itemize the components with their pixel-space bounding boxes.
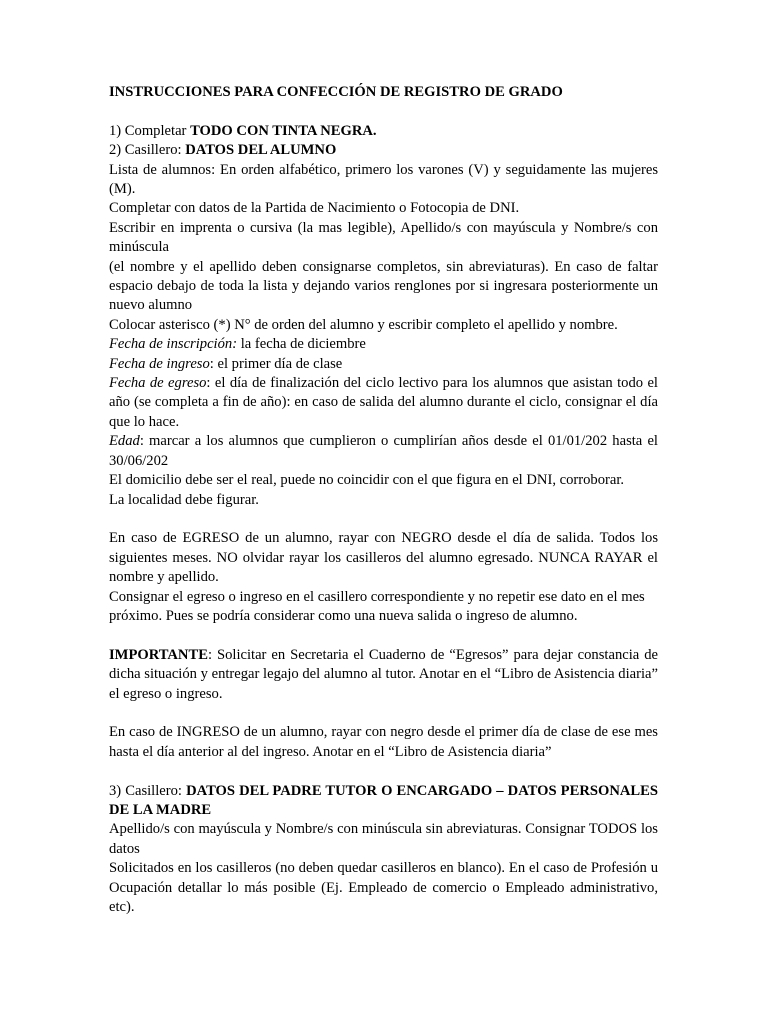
section-1-prefix: 1) Completar — [109, 122, 191, 139]
importante-paragraph — [109, 646, 658, 704]
section-2-paragraph: Escribir en imprenta o cursiva (la mas legible), Apellido/s con mayúscula y Nombre/s con minúscula — [109, 219, 658, 256]
section-2-paragraph: Lista de alumnos: En orden alfabético, primero los varones (V) y seguidamente las mujeres (M). — [109, 161, 658, 198]
section-2-prefix: 2) Casillero: — [109, 142, 186, 159]
section-1-bold: TODO CON TINTA NEGRA. — [190, 122, 377, 139]
fecha-inscripcion — [109, 335, 658, 354]
importante-text: : Solicitar en Secretaria el Cuaderno de “Egresos” para dejar constancia de dicha situación y entregar legajo del alumno al tutor. Anotar en el “Libro de Asistencia diaria” el egreso o ingreso. — [109, 646, 658, 702]
document-page — [109, 83, 658, 917]
egreso-paragraph: Consignar el egreso o ingreso en el casillero correspondiente y no repetir ese dato en el mes — [109, 588, 645, 605]
fecha-ingreso — [109, 355, 658, 374]
edad-text: : marcar a los alumnos que cumplieron o cumplirían años desde el 01/01/202 hasta el 30/06/202 — [109, 433, 658, 469]
section-3-prefix: 3) Casillero: — [109, 782, 187, 799]
fecha-inscripcion-label: Fecha de inscripción: — [109, 336, 238, 353]
section-1-heading — [109, 122, 658, 141]
edad-label: Edad — [109, 433, 140, 450]
fecha-egreso-label: Fecha de egreso — [109, 375, 207, 392]
section-2-paragraph: Completar con datos de la Partida de Nacimiento o Fotocopia de DNI. — [109, 200, 520, 217]
title-text: INSTRUCCIONES PARA CONFECCIÓN DE REGISTRO DE GRADO — [109, 84, 563, 100]
section-3-paragraph: Solicitados en los casilleros (no deben quedar casilleros en blanco). En el caso de Profesión u Ocupación detallar lo más posible (Ej. Empleado de comercio o Empleado administrativo, etc). — [109, 860, 658, 915]
fecha-ingreso-label: Fecha de ingreso — [109, 355, 210, 372]
section-3-heading — [109, 782, 658, 821]
section-2-paragraph: El domicilio debe ser el real, puede no coincidir con el que figura en el DNI, corroborar. — [109, 472, 625, 489]
fecha-ingreso-text: : el primer día de clase — [209, 355, 343, 372]
document-title — [109, 83, 658, 102]
spacer — [109, 626, 658, 645]
fecha-inscripcion-text: la fecha de diciembre — [237, 336, 366, 353]
section-2-paragraph: (el nombre y el apellido deben consignarse completos, sin abreviaturas). En caso de faltar espacio debajo de toda la lista y dejando varios renglones por si ingresara posteriormente un nuevo alumno — [109, 258, 658, 314]
ingreso-paragraph: En caso de INGRESO de un alumno, rayar con negro desde el primer día de clase de ese mes hasta el día anterior al del ingreso. Anotar en el “Libro de Asistencia diaria” — [109, 724, 658, 760]
importante-label: IMPORTANTE — [109, 646, 208, 663]
section-2-paragraph: Colocar asterisco (*) N° de orden del alumno y escribir completo el apellido y nombre. — [109, 316, 618, 333]
egreso-paragraph: próximo. Pues se podría considerar como una nueva salida o ingreso de alumno. — [109, 607, 578, 624]
section-2-bold: DATOS DEL ALUMNO — [185, 142, 337, 159]
fecha-egreso-text: : el día de finalización del ciclo lectivo para los alumnos que asistan todo el año (se completa a fin de año): en caso de salida del alumno durante el ciclo, consignar el día que lo hace. — [109, 375, 658, 430]
egreso-paragraph: En caso de EGRESO de un alumno, rayar con NEGRO desde el día de salida. Todos los siguientes meses. NO olvidar rayar los casilleros del alumno egresado. NUNCA RAYAR el nombre y apellido. — [109, 530, 658, 586]
spacer — [109, 510, 658, 529]
section-3-paragraph: Apellido/s con mayúscula y Nombre/s con minúscula sin abreviaturas. Consignar TODOS los datos — [109, 821, 658, 857]
spacer — [109, 102, 658, 121]
section-2-paragraph: La localidad debe figurar. — [109, 491, 259, 508]
fecha-egreso — [109, 374, 658, 432]
spacer — [109, 704, 658, 723]
spacer — [109, 762, 658, 781]
section-3-bold: DATOS DEL PADRE TUTOR O ENCARGADO – DATOS PERSONALES DE LA MADRE — [109, 782, 658, 818]
section-2-heading — [109, 141, 658, 160]
edad — [109, 432, 658, 471]
